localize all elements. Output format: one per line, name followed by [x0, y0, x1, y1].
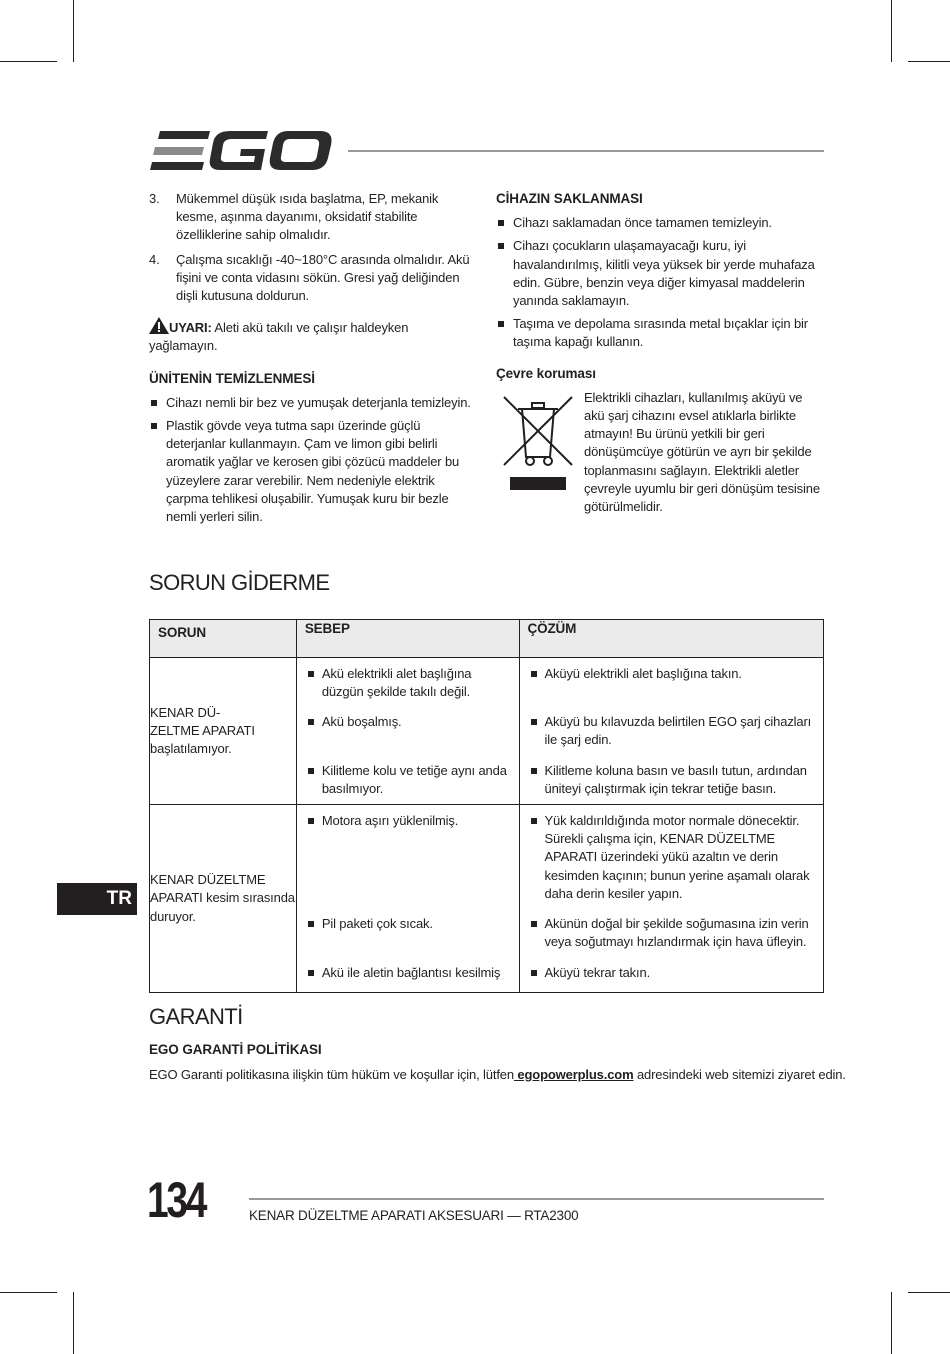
list-item: Taşıma ve depolama sırasında metal bıçaklar için bir taşıma kapağı kullanın. [496, 315, 824, 351]
problem-text: KENAR DÜZELTME APARATI kesim sırasında duruyor. [150, 872, 295, 924]
cause-group [297, 658, 519, 804]
list-item: Akü elektrikli alet başlığına düzgün şekilde takılı değil. [305, 665, 509, 713]
warranty-heading: GARANTİ [149, 1004, 243, 1029]
warning-text: Aleti akü takılı ve çalışır haldeyken yağlamayın. [149, 320, 409, 354]
list-item: Akü ile aletin bağlantısı kesilmiş [305, 964, 509, 992]
cause-cell [296, 658, 519, 805]
item-text: Çalışma sıcaklığı -40~180°C arasında olmalıdır. Akü fişini ve conta vidasını sökün. Gresi yağ deliğinden dişli kutusuna doldurun. [176, 251, 470, 304]
item-number: 3. [149, 191, 160, 206]
list-item: Plastik gövde veya tutma sapı üzerinde güçlü deterjanlar kullanmayın. Çam ve limon gibi belirli aromatik yağlar ve kerosen gibi çözücü maddeler bu yüzeylere zarar verebilir. Nem nedeniyle elektrik çarpma tehlikesi oluşabilir. Yumuşak kuru bir bezle nemli yerleri silin. [149, 417, 474, 526]
header-rule [348, 150, 824, 152]
warning-triangle-icon [149, 317, 169, 334]
right-column [496, 190, 824, 516]
table-header-row [150, 620, 824, 658]
crop-mark [891, 0, 892, 62]
left-column [149, 190, 474, 531]
page-number: 134 [147, 1172, 206, 1228]
list-item: Aküyü tekrar takın. [528, 964, 814, 992]
weee-crossed-bin-icon [502, 395, 582, 495]
list-item: Kilitleme kolu ve tetiğe aynı anda basılmıyor. [305, 762, 509, 804]
table-row [150, 805, 824, 993]
env-block [496, 389, 824, 516]
troubleshooting-heading: SORUN GİDERME [149, 570, 330, 595]
warranty-text [149, 1066, 849, 1084]
crop-mark [73, 1292, 74, 1354]
warning-note [149, 317, 474, 355]
crop-mark [0, 1292, 57, 1293]
website-link[interactable]: egopowerplus.com [513, 1067, 634, 1082]
solution-cell [519, 658, 824, 805]
cause-group [297, 805, 519, 992]
item-number: 4. [149, 251, 160, 267]
list-item: Aküyü bu kılavuzda belirtilen EGO şarj cihazları ile şarj edin. [528, 713, 814, 762]
solution-cell [519, 805, 824, 993]
list-item [149, 190, 474, 245]
list-item: Cihazı nemli bir bez ve yumuşak deterjanla temizleyin. [149, 394, 474, 412]
table-row [150, 658, 824, 805]
storage-heading: CİHAZIN SAKLANMASI [496, 191, 643, 206]
crop-mark [908, 61, 950, 62]
list-item: Cihazı çocukların ulaşamayacağı kuru, iyi havalandırılmış, kilitli veya yüksek bir yerde muhafaza edin. Gübre, benzin veya diğer kimyasal maddelerin yanında saklamayın. [496, 237, 824, 310]
crop-mark [908, 1292, 950, 1293]
ego-logo-mark [150, 131, 332, 171]
solution-group [520, 658, 824, 804]
list-item: Cihazı saklamadan önce tamamen temizleyin. [496, 214, 824, 232]
column-header: SEBEP [296, 620, 519, 658]
footer-title: KENAR DÜZELTME APARATI AKSESUARI — RTA2300 [249, 1208, 579, 1223]
troubleshooting-table [149, 619, 824, 993]
problem-cell [150, 658, 297, 805]
list-item [149, 251, 474, 306]
problem-text: KENAR DÜ- ZELTME APARATI başlatılamıyor. [150, 704, 255, 757]
warranty-text-before: EGO Garanti politikasına ilişkin tüm hüküm ve koşullar için, lütfen [149, 1067, 514, 1082]
warranty-text-after: adresindeki web sitemizi ziyaret edin. [633, 1067, 846, 1082]
language-tab [57, 883, 137, 915]
crop-mark [0, 61, 57, 62]
list-item: Akünün doğal bir şekilde soğumasına izin verin veya soğutmayı hızlandırmak için hava üfleyin. [528, 915, 814, 964]
item-text: Mükemmel düşük ısıda başlatma, EP, mekanik kesme, aşınma dayanımı, oksidatif stabilite özelliklerine sahip olmalıdır. [176, 191, 439, 243]
language-tab-label: TR [106, 888, 132, 909]
list-item: Motora aşırı yüklenilmiş. [305, 812, 509, 915]
ego-logo [150, 131, 332, 171]
column-header: ÇÖZÜM [519, 620, 824, 658]
list-item: Akü boşalmış. [305, 713, 509, 762]
list-item: Pil paketi çok sıcak. [305, 915, 509, 964]
list-item: Yük kaldırıldığında motor normale dönecektir. Sürekli çalışma için, KENAR DÜZELTME APARATI üzerindeki yükü azaltın ve derin kesimden kaçının; bunun yerine aşamalı olarak daha derin kesiler yapın. [528, 812, 814, 915]
problem-cell [150, 805, 297, 993]
list-item: Aküyü elektrikli alet başlığına takın. [528, 665, 814, 713]
crop-mark [891, 1292, 892, 1354]
footer-rule [249, 1198, 824, 1200]
crop-mark [73, 0, 74, 62]
list-item: Kilitleme koluna basın ve basılı tutun, ardından üniteyi çalıştırmak için tekrar tetiğe basın. [528, 762, 814, 804]
env-heading: Çevre koruması [496, 365, 596, 381]
cause-cell [296, 805, 519, 993]
warranty-subheading: EGO GARANTİ POLİTİKASI [149, 1042, 322, 1057]
env-text: Elektrikli cihazları, kullanılmış aküyü ve akü şarj cihazını evsel atıklarla birlikte atmayın! Bu ürünü yetkili bir geri dönüşümcüye götürün ve ayrı bir şekilde toplanmasını sağlayın. Elektrikli aletler çevreyle uyumlu bir geri dönüşüm tesisine götürülmelidir. [584, 389, 820, 515]
solution-group [520, 805, 824, 992]
column-header: SORUN [150, 620, 297, 658]
cleaning-heading: ÜNİTENİN TEMİZLENMESİ [149, 370, 315, 386]
warning-label: UYARI: [169, 320, 212, 336]
